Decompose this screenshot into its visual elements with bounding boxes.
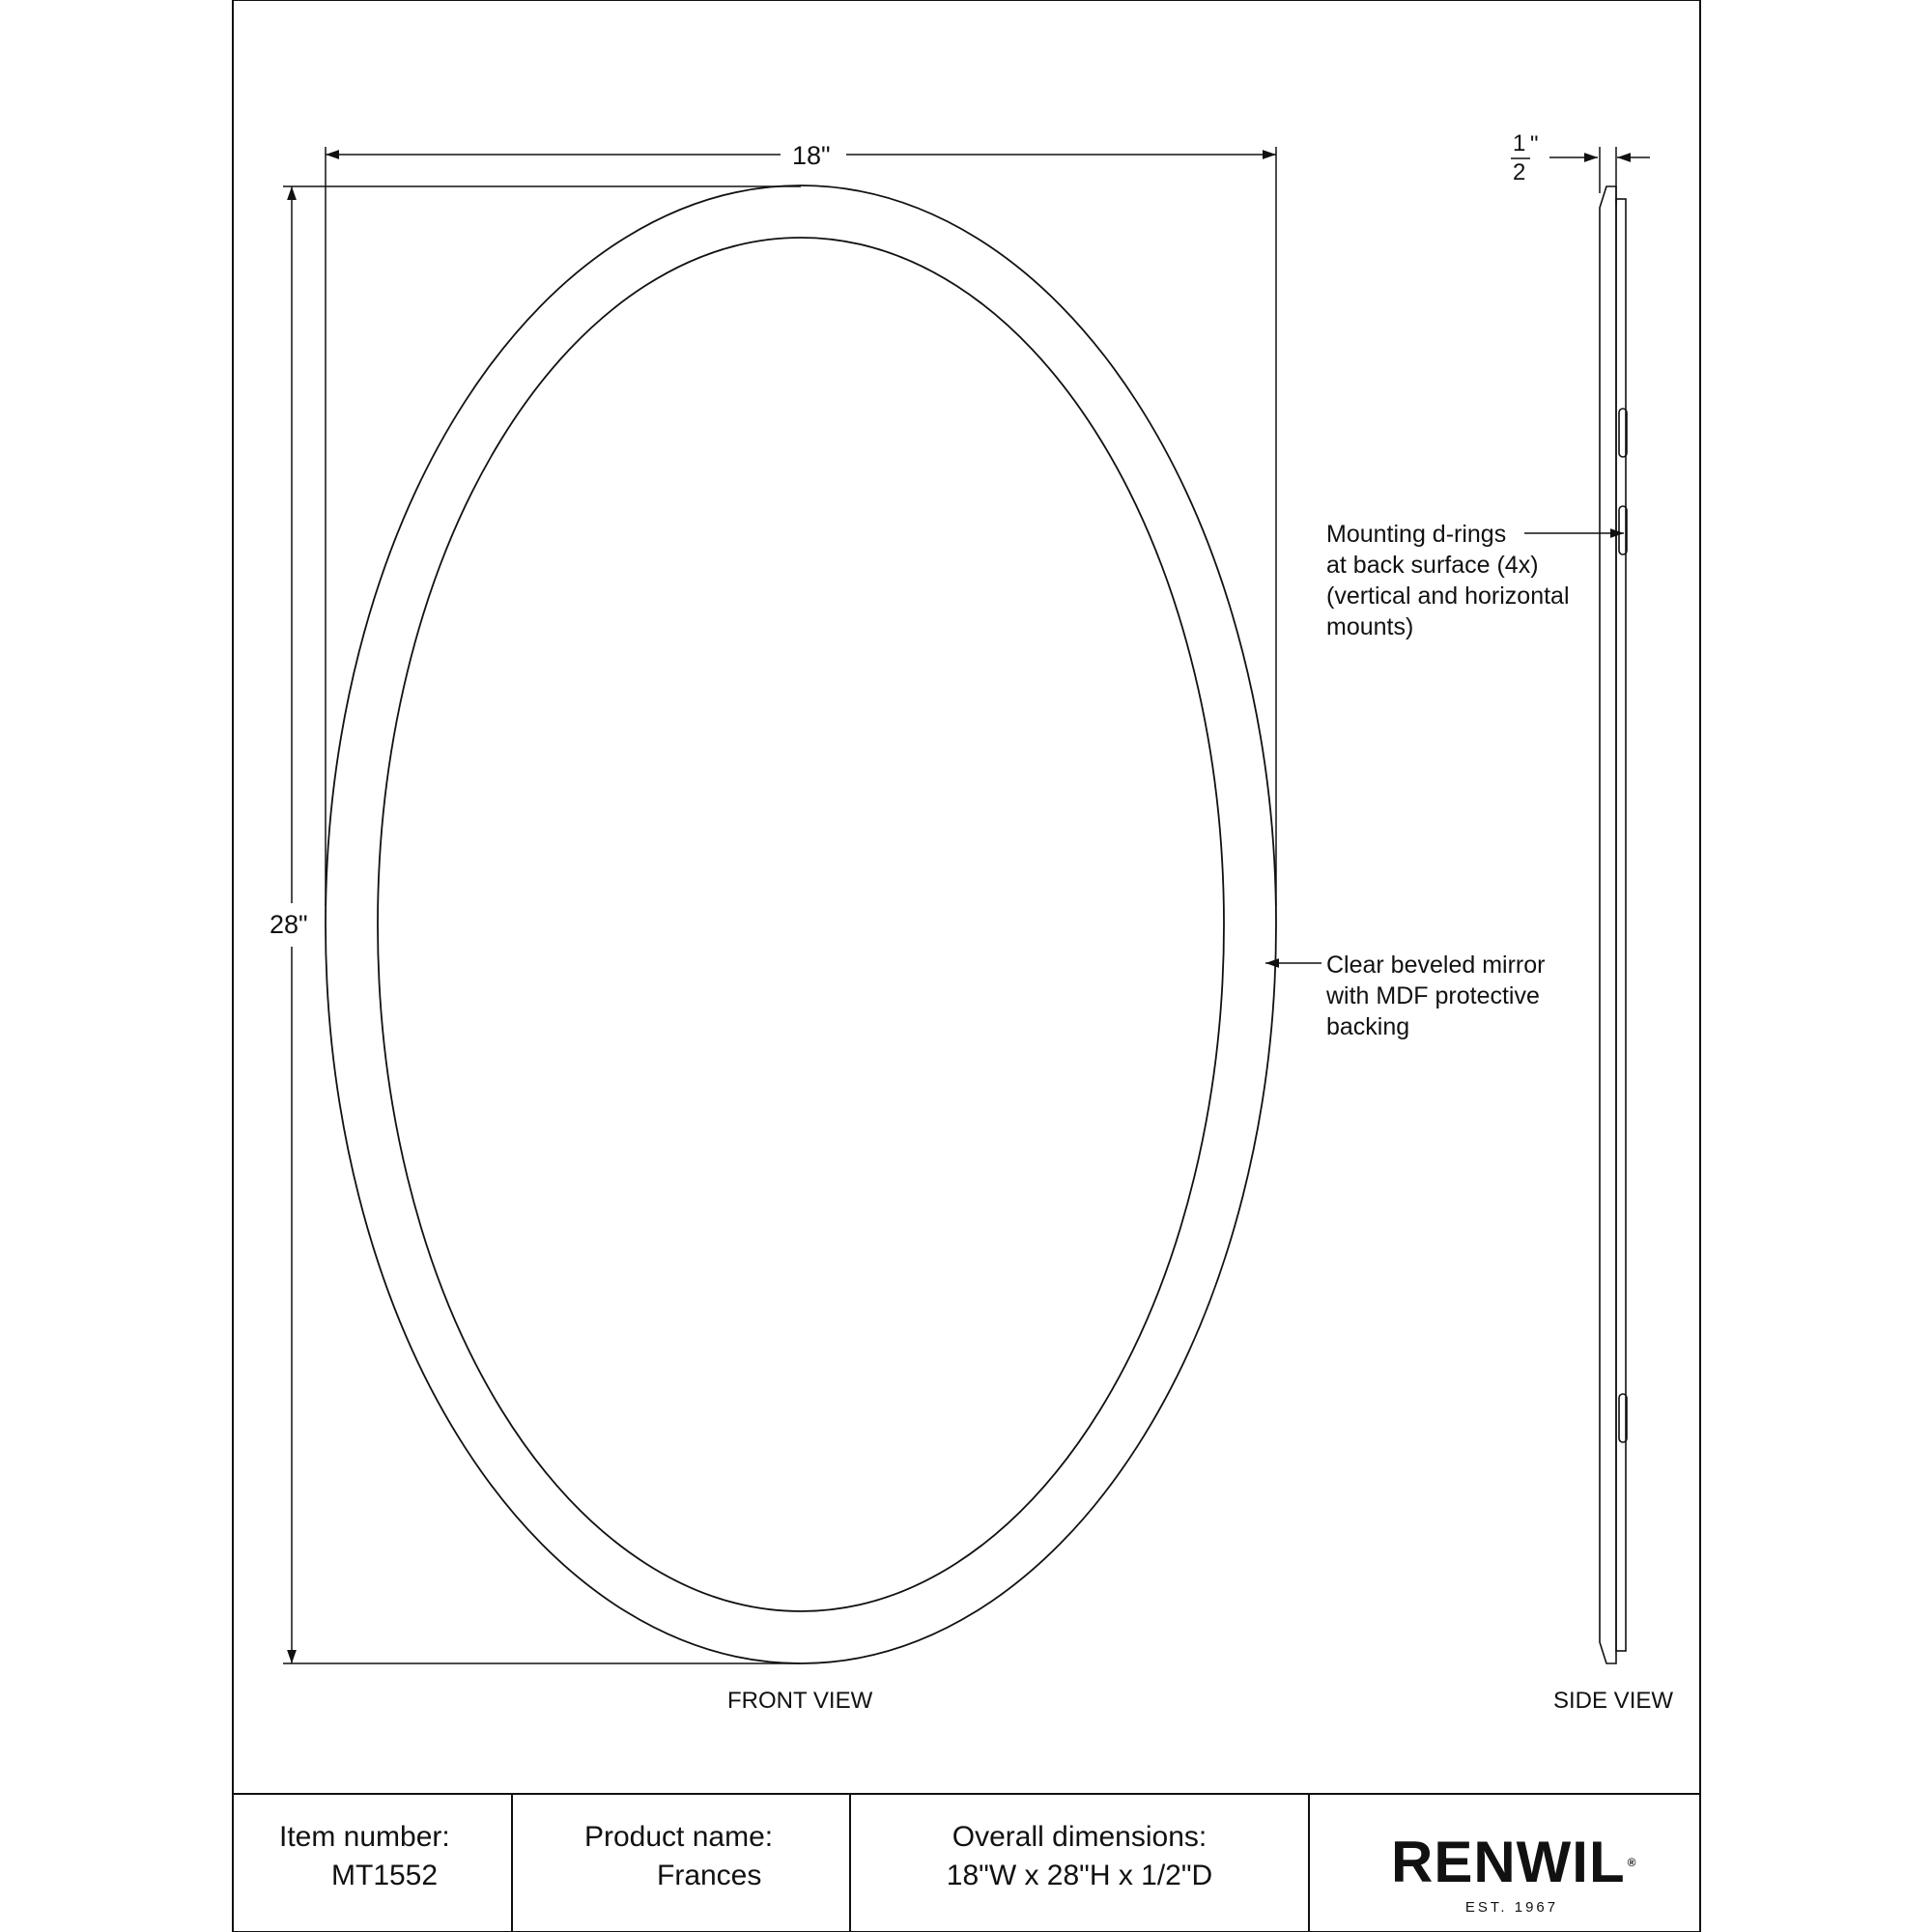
logo-established: EST. 1967	[1464, 1899, 1559, 1916]
product-name-cell	[512, 1794, 850, 1932]
overall-dimensions-label: Overall dimensions:	[952, 1821, 1208, 1853]
mirror-callout-line-1: Clear beveled mirror	[1326, 952, 1546, 979]
renwil-logo	[1391, 1830, 1652, 1916]
product-name-value: Frances	[657, 1860, 762, 1891]
side-view-label: SIDE VIEW	[1553, 1688, 1674, 1714]
depth-inch-mark: "	[1530, 131, 1539, 157]
product-name-label: Product name:	[584, 1821, 774, 1853]
mirror-outer-edge	[326, 185, 1276, 1663]
mounting-callout	[1326, 519, 1570, 642]
side-mirror-profile	[1600, 186, 1616, 1663]
item-number-cell	[233, 1794, 512, 1932]
width-dimension-label: 18"	[792, 141, 831, 170]
item-number-label: Item number:	[279, 1821, 450, 1853]
mirror-callout-line-3: backing	[1326, 1013, 1410, 1040]
overall-dimensions-cell	[850, 1794, 1309, 1932]
overall-dimensions-value: 18"W x 28"H x 1/2"D	[946, 1860, 1213, 1891]
side-mdf-backing	[1616, 199, 1626, 1651]
mounting-callout-line-3: (vertical and horizontal	[1326, 582, 1570, 610]
mounting-callout-line-2: at back surface (4x)	[1326, 552, 1539, 579]
front-view-label: FRONT VIEW	[727, 1688, 873, 1714]
depth-denominator: 2	[1513, 159, 1526, 185]
mounting-callout-line-1: Mounting d-rings	[1326, 521, 1507, 548]
mirror-bevel-edge	[378, 238, 1224, 1611]
height-dimension-label: 28"	[270, 910, 308, 939]
mirror-callout	[1326, 950, 1545, 1042]
mirror-callout-line-2: with MDF protective	[1326, 982, 1540, 1009]
registered-mark: ®	[1627, 1856, 1637, 1869]
front-view	[283, 147, 1321, 1663]
logo-wordmark: RENWIL	[1391, 1830, 1626, 1894]
depth-numerator: 1	[1513, 130, 1526, 156]
item-number-value: MT1552	[331, 1860, 439, 1891]
mounting-callout-line-4: mounts)	[1326, 613, 1414, 640]
side-view	[1511, 147, 1650, 1663]
